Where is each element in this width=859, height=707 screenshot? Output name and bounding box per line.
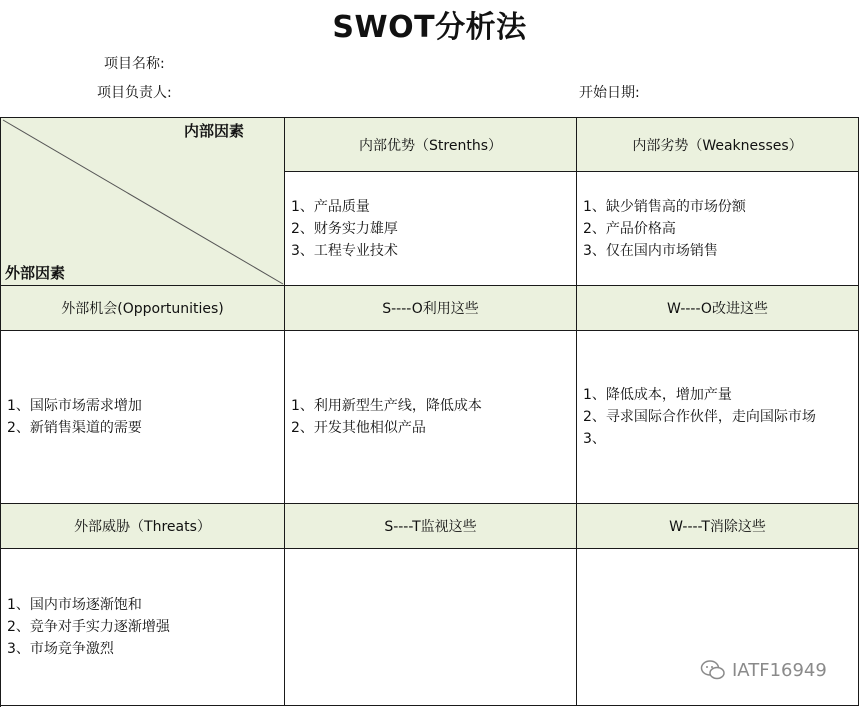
list-item: 1、降低成本，增加产量 [583, 387, 732, 403]
st-cell [285, 549, 577, 706]
wt-header: W----T消除这些 [577, 504, 859, 549]
threats-cell [1, 549, 285, 706]
diagonal-line [1, 118, 285, 286]
start-date-label: 开始日期: [579, 85, 640, 101]
external-factors-label: 外部因素 [5, 264, 66, 282]
watermark-text: IATF16949 [732, 659, 827, 681]
strengths-cell [285, 172, 577, 286]
opportunities-header: 外部机会(Opportunities) [1, 286, 285, 331]
list-item: 2、寻求国际合作伙伴，走向国际市场 [583, 409, 816, 425]
weaknesses-cell [577, 172, 859, 286]
list-item: 1、国内市场逐渐饱和 [7, 597, 142, 613]
strengths-header: 内部优势（Strenths） [285, 118, 577, 172]
corner-cell [1, 118, 285, 286]
wechat-icon [700, 659, 726, 681]
swot-table [0, 117, 859, 707]
st-header: S----T监视这些 [285, 504, 577, 549]
list-item: 2、新销售渠道的需要 [7, 420, 142, 436]
so-cell [285, 331, 577, 504]
watermark [700, 659, 827, 681]
list-item: 1、缺少销售高的市场份额 [583, 198, 746, 215]
project-name-label: 项目名称: [104, 56, 165, 72]
list-item: 2、开发其他相似产品 [291, 420, 426, 436]
wo-cell [577, 331, 859, 504]
threats-header: 外部威胁（Threats） [1, 504, 285, 549]
list-item: 2、竞争对手实力逐渐增强 [7, 619, 170, 635]
list-item: 3、工程专业技术 [291, 242, 398, 259]
list-item: 3、仅在国内市场销售 [583, 242, 718, 259]
opportunities-cell [1, 331, 285, 504]
project-lead-label: 项目负责人: [97, 85, 172, 101]
so-header: S----O利用这些 [285, 286, 577, 331]
page-title: SWOT分析法 [332, 10, 527, 45]
list-item: 2、产品价格高 [583, 220, 676, 237]
list-item: 1、利用新型生产线，降低成本 [291, 398, 482, 414]
list-item: 3、市场竞争激烈 [7, 641, 114, 657]
list-item: 2、财务实力雄厚 [291, 220, 398, 237]
weaknesses-header: 内部劣势（Weaknesses） [577, 118, 859, 172]
internal-factors-label: 内部因素 [183, 122, 244, 140]
list-item: 1、产品质量 [291, 198, 370, 215]
list-item: 1、国际市场需求增加 [7, 398, 142, 414]
list-item: 3、 [583, 431, 606, 447]
wt-cell [577, 549, 859, 706]
wo-header: W----O改进这些 [577, 286, 859, 331]
